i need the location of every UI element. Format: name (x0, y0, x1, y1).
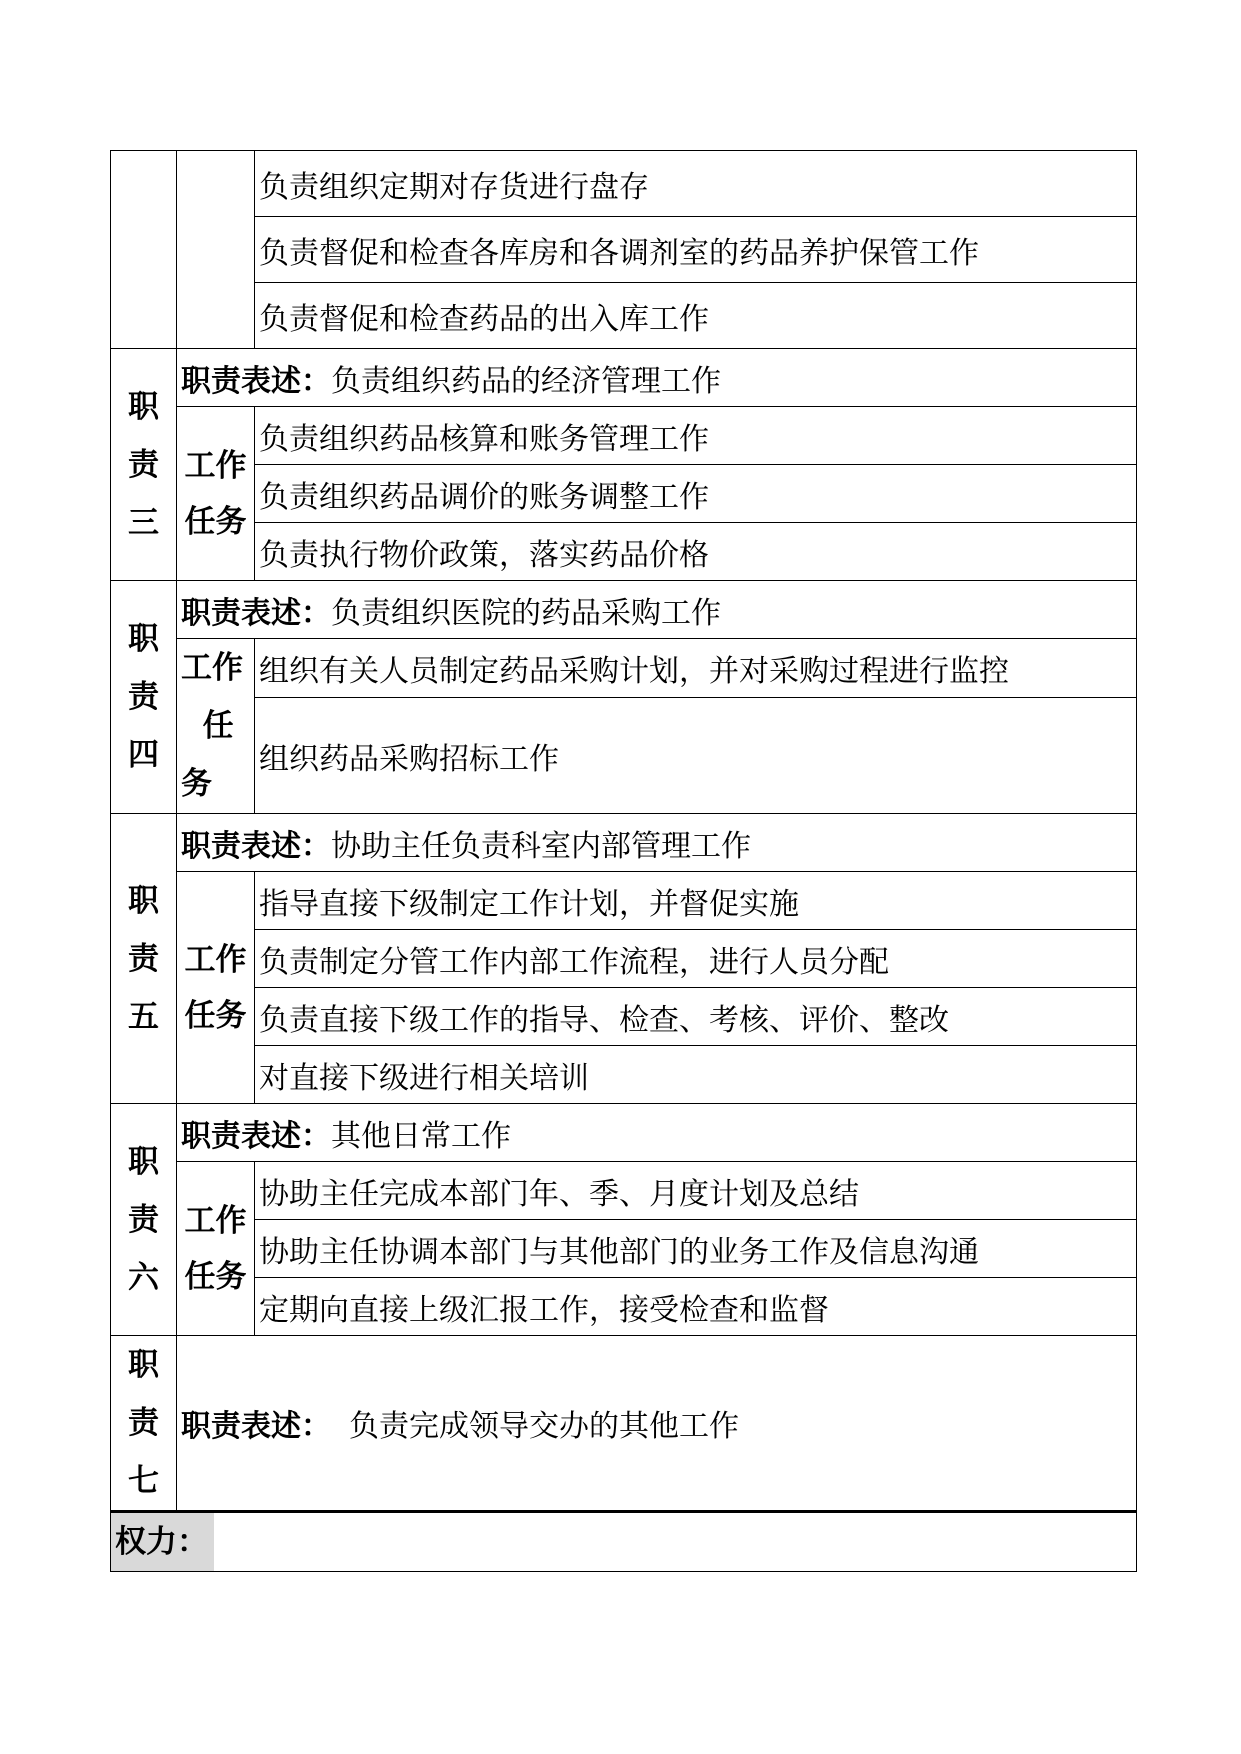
task-cell: 负责组织药品核算和账务管理工作 (255, 407, 1137, 465)
duty-6-description (177, 1104, 1137, 1162)
task-cell: 负责组织药品调价的账务调整工作 (255, 465, 1137, 523)
description-label: 职责表述： (181, 595, 331, 631)
task-cell: 定期向直接上级汇报工作，接受检查和监督 (255, 1278, 1137, 1336)
prev-work-cell (177, 151, 255, 349)
task-cell: 负责督促和检查各库房和各调剂室的药品养护保管工作 (255, 217, 1137, 283)
task-cell: 负责督促和检查药品的出入库工作 (255, 283, 1137, 349)
work-label-line: 任务 (184, 1258, 247, 1295)
duty-6-label (111, 1104, 177, 1336)
description-label: 职责表述： (181, 363, 331, 399)
work-label-line: 工作 (181, 650, 243, 686)
duty-5-work-label (177, 872, 255, 1104)
duty-7-description (177, 1336, 1137, 1512)
duty-5-label (111, 814, 177, 1104)
task-cell: 协助主任协调本部门与其他部门的业务工作及信息沟通 (255, 1220, 1137, 1278)
description-label: 职责表述： (181, 828, 331, 864)
duty-4-work-label (177, 639, 255, 814)
task-cell: 组织药品采购招标工作 (255, 698, 1137, 814)
duty-7-label-char: 职 (128, 1347, 159, 1383)
duty-3-label (111, 349, 177, 581)
task-cell: 负责制定分管工作内部工作流程，进行人员分配 (255, 930, 1137, 988)
duty-6-label-char: 责 (128, 1201, 159, 1238)
power-label: 权力： (111, 1513, 214, 1571)
work-label-line: 任务 (184, 997, 247, 1034)
task-cell: 负责组织定期对存货进行盘存 (255, 151, 1137, 217)
work-label-line: 工作 (184, 447, 247, 484)
duty-7-label (111, 1336, 177, 1512)
task-cell: 负责执行物价政策，落实药品价格 (255, 523, 1137, 581)
duty-4-label-char: 四 (128, 737, 159, 773)
duty-table (110, 150, 1137, 1572)
description-text: 负责组织药品的经济管理工作 (331, 363, 721, 399)
task-cell: 组织有关人员制定药品采购计划，并对采购过程进行监控 (255, 639, 1137, 698)
description-text: 协助主任负责科室内部管理工作 (331, 828, 751, 864)
task-cell: 负责直接下级工作的指导、检查、考核、评价、整改 (255, 988, 1137, 1046)
task-cell: 协助主任完成本部门年、季、月度计划及总结 (255, 1162, 1137, 1220)
duty-5-description (177, 814, 1137, 872)
description-label: 职责表述： (181, 1118, 331, 1154)
duty-5-label-char: 责 (128, 940, 159, 977)
task-cell: 对直接下级进行相关培训 (255, 1046, 1137, 1104)
work-label-line: 工作 (184, 1202, 247, 1239)
power-row (111, 1512, 1137, 1572)
duty-3-label-char: 职 (128, 388, 159, 425)
duty-7-label-char: 责 (128, 1405, 159, 1441)
task-cell: 指导直接下级制定工作计划，并督促实施 (255, 872, 1137, 930)
duty-7-label-char: 七 (128, 1463, 159, 1499)
duty-3-label-char: 责 (128, 446, 159, 483)
duty-5-label-char: 职 (128, 882, 159, 919)
duty-5-label-char: 五 (128, 998, 159, 1035)
work-label-line: 工作 (184, 941, 247, 978)
duty-6-work-label (177, 1162, 255, 1336)
duty-6-label-char: 六 (128, 1259, 159, 1296)
duty-3-work-label (177, 407, 255, 581)
duty-3-label-char: 三 (128, 504, 159, 541)
description-text: 其他日常工作 (331, 1118, 511, 1154)
work-label-line: 务 (181, 766, 212, 802)
duty-4-label-char: 责 (128, 679, 159, 715)
description-text: 负责组织医院的药品采购工作 (331, 595, 721, 631)
duty-3-description (177, 349, 1137, 407)
prev-label-cell (111, 151, 177, 349)
work-label-line: 任 (181, 708, 234, 744)
duty-4-label (111, 581, 177, 814)
duty-4-label-char: 职 (128, 621, 159, 657)
duty-6-label-char: 职 (128, 1143, 159, 1180)
work-label-line: 任务 (184, 503, 247, 540)
duty-4-description (177, 581, 1137, 639)
description-label: 职责表述： (181, 1409, 331, 1444)
description-text: 负责完成领导交办的其他工作 (349, 1409, 739, 1444)
